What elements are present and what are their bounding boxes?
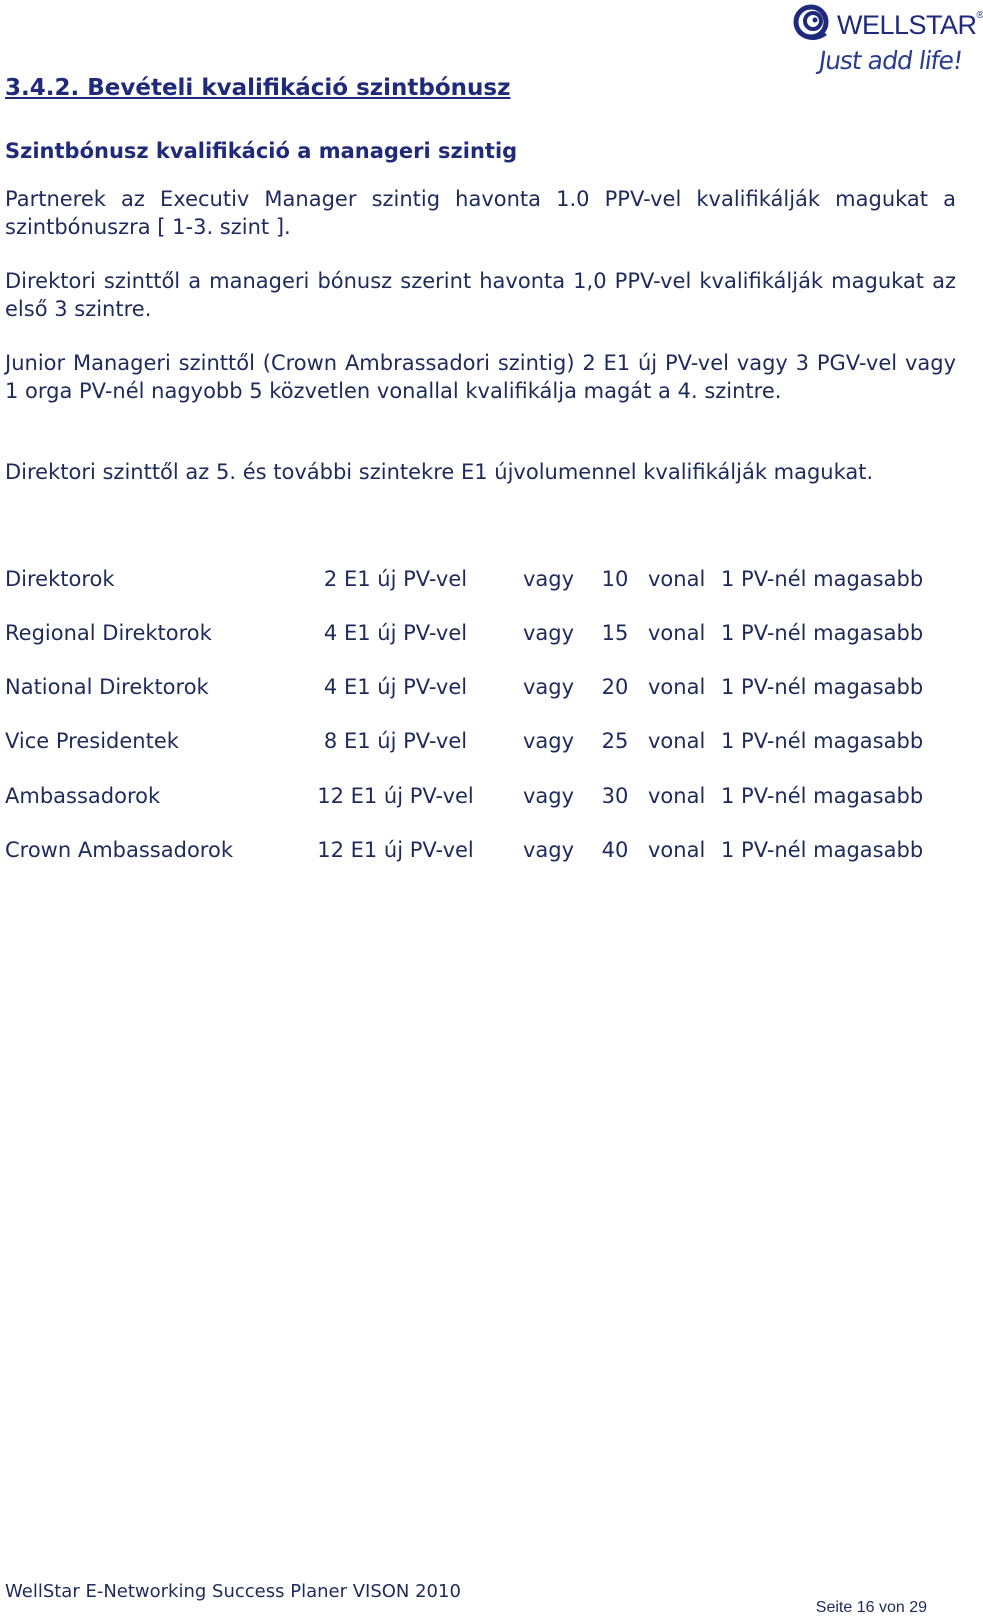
swirl-logo-icon (793, 0, 837, 46)
level-condition: 1 PV-nél magasabb (721, 838, 924, 862)
level-title: National Direktorok (5, 675, 209, 699)
level-line-count: 10 (601, 567, 629, 591)
footer-page-number: Seite 16 von 29 (815, 1599, 927, 1616)
level-or: vagy (523, 567, 575, 591)
paragraph-direktori-e1: Direktori szinttől az 5. és további szintekre E1 újvolumennel kvalifikálják magukat. (5, 460, 874, 484)
level-title: Direktorok (5, 567, 115, 591)
level-condition: 1 PV-nél magasabb (721, 729, 924, 753)
level-row-crown-ambassadorok (5, 838, 956, 868)
level-row-vice-presidentek (5, 729, 956, 759)
level-line-word: vonal (648, 784, 706, 808)
level-amount: 4 E1 új PV-vel (323, 621, 468, 645)
level-line-word: vonal (648, 675, 706, 699)
level-line-word: vonal (648, 838, 706, 862)
level-amount: 12 E1 új PV-vel (317, 838, 474, 862)
level-amount: 4 E1 új PV-vel (323, 675, 468, 699)
paragraph-direktori-managerbonus: Direktori szinttől a manageri bónusz szerint havonta 1,0 PPV-vel kvalifikálják magukat az első 3 szintre. (5, 269, 956, 321)
level-condition: 1 PV-nél magasabb (721, 567, 924, 591)
level-title: Ambassadorok (5, 784, 161, 808)
level-line-count: 20 (601, 675, 629, 699)
level-or: vagy (523, 621, 575, 645)
level-row-national-direktorok (5, 675, 956, 705)
paragraph-junior-manager: Junior Manageri szinttől (Crown Ambrassadori szintig) 2 E1 új PV-vel vagy 3 PGV-vel vagy 1 orga PV-nél nagyobb 5 közvetlen vonallal kvalifikálja magát a 4. szintre. (5, 351, 956, 403)
level-or: vagy (523, 675, 575, 699)
wellstar-logo (793, 0, 983, 80)
level-line-count: 30 (601, 784, 629, 808)
level-condition: 1 PV-nél magasabb (721, 621, 924, 645)
level-amount: 2 E1 új PV-vel (323, 567, 468, 591)
section-heading: 3.4.2. Bevételi kvalifikáció szintbónusz (5, 75, 511, 101)
level-amount: 8 E1 új PV-vel (323, 729, 468, 753)
level-or: vagy (523, 838, 575, 862)
level-or: vagy (523, 729, 575, 753)
logo-tagline: Just add life! (816, 46, 965, 75)
level-row-direktorok (5, 567, 956, 597)
level-row-ambassadorok (5, 784, 956, 814)
level-title: Vice Presidentek (5, 729, 179, 753)
level-line-count: 15 (601, 621, 629, 645)
level-or: vagy (523, 784, 575, 808)
level-line-count: 25 (601, 729, 629, 753)
paragraph-partners: Partnerek az Executiv Manager szintig havonta 1.0 PPV-vel kvalifikálják magukat a szintbónuszra [ 1-3. szint ]. (5, 187, 956, 239)
level-title: Crown Ambassadorok (5, 838, 233, 862)
level-line-word: vonal (648, 621, 706, 645)
level-row-regional-direktorok (5, 621, 956, 651)
sub-heading: Szintbónusz kvalifikáció a manageri szintig (5, 139, 518, 163)
level-title: Regional Direktorok (5, 621, 212, 645)
level-amount: 12 E1 új PV-vel (317, 784, 474, 808)
logo-brand: WELLSTAR® (837, 10, 983, 40)
level-line-count: 40 (601, 838, 629, 862)
level-line-word: vonal (648, 567, 706, 591)
level-condition: 1 PV-nél magasabb (721, 784, 924, 808)
level-line-word: vonal (648, 729, 706, 753)
level-condition: 1 PV-nél magasabb (721, 675, 924, 699)
footer-document-title: WellStar E-Networking Success Planer VISON 2010 (5, 1581, 461, 1602)
